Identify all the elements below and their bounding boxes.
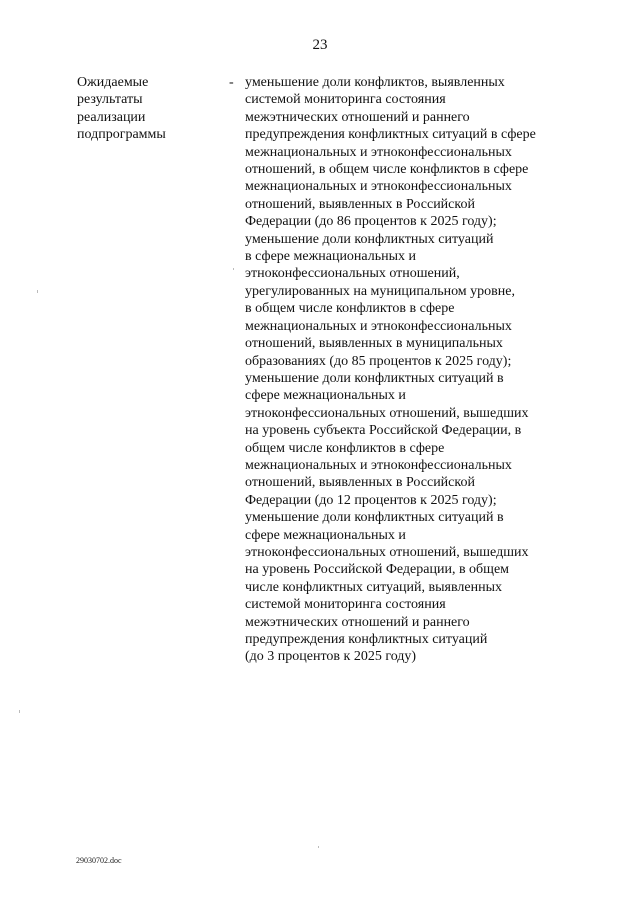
- content-line: Федерации (до 86 процентов к 2025 году);: [245, 214, 497, 230]
- content-line: межэтнических отношений и раннего: [245, 614, 470, 630]
- dash-separator: -: [229, 75, 234, 90]
- content-line: на уровень Российской Федерации, в общем: [245, 562, 510, 578]
- section-label: [77, 74, 207, 144]
- section-label-line: Ожидаемые: [77, 75, 149, 90]
- content-line: межнациональных и этноконфессиональных: [245, 318, 512, 334]
- content-line: предупреждения конфликтных ситуаций: [245, 632, 488, 647]
- content-line: общем числе конфликтов в сфере: [245, 440, 445, 456]
- content-line: в сфере межнациональных и: [245, 249, 417, 265]
- content-line: этноконфессиональных отношений,: [245, 266, 460, 282]
- content-line: уменьшение доли конфликтов, выявленных: [245, 75, 505, 90]
- content-line: отношений, выявленных в Российской: [245, 475, 475, 491]
- content-line: сфере межнациональных и: [245, 388, 406, 404]
- content-line: межнациональных и этноконфессиональных: [245, 144, 512, 160]
- content-line: (до 3 процентов к 2025 году): [245, 649, 417, 665]
- content-line: уменьшение доли конфликтных ситуаций в: [245, 370, 504, 386]
- expected-results-text: [245, 74, 575, 666]
- content-line: Федерации (до 12 процентов к 2025 году);: [245, 492, 497, 508]
- footer-filename: 29030702.doc: [76, 856, 122, 865]
- scan-speck: [318, 846, 319, 848]
- content-line: системой мониторинга состояния: [245, 92, 446, 108]
- content-line: предупреждения конфликтных ситуаций в сфере: [245, 127, 536, 143]
- scan-speck: [19, 710, 20, 713]
- content-line: межнациональных и этноконфессиональных: [245, 457, 512, 473]
- content-line: на уровень субъекта Российской Федерации, в: [245, 423, 522, 439]
- content-line: урегулированных на муниципальном уровне,: [245, 283, 515, 299]
- content-line: межэтнических отношений и раннего: [245, 109, 470, 125]
- content-line: числе конфликтных ситуаций, выявленных: [245, 579, 502, 595]
- content-line: отношений, выявленных в Российской: [245, 196, 475, 212]
- content-line: этноконфессиональных отношений, вышедших: [245, 405, 529, 421]
- content-line: отношений, выявленных в муниципальных: [245, 336, 503, 352]
- content-line: сфере межнациональных и: [245, 527, 406, 543]
- content-line: уменьшение доли конфликтных ситуаций в: [245, 510, 504, 526]
- content-line: образованиях (до 85 процентов к 2025 году);: [245, 353, 512, 369]
- section-label-line: реализации: [77, 109, 146, 125]
- content-line: отношений, в общем числе конфликтов в сфере: [245, 162, 529, 178]
- scan-speck: [37, 290, 38, 293]
- content-line: системой мониторинга состояния: [245, 597, 446, 613]
- page-number: 23: [312, 37, 328, 53]
- content-line: межнациональных и этноконфессиональных: [245, 179, 512, 195]
- content-line: уменьшение доли конфликтных ситуаций: [245, 231, 494, 247]
- section-label-line: результаты: [77, 92, 143, 108]
- scan-speck: [233, 268, 234, 270]
- section-label-line: подпрограммы: [77, 127, 166, 143]
- content-line: в общем числе конфликтов в сфере: [245, 301, 455, 317]
- content-line: этноконфессиональных отношений, вышедших: [245, 544, 529, 560]
